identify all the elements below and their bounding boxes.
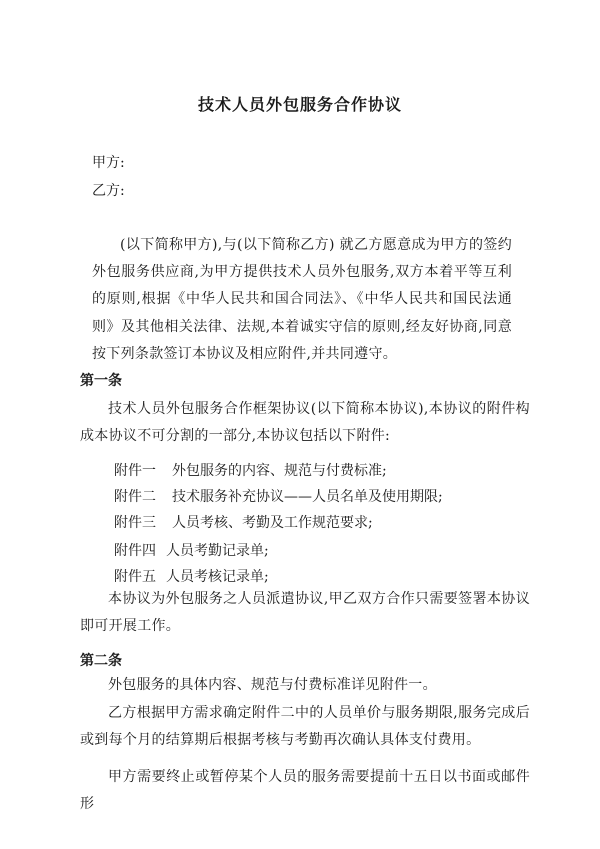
article-1-paragraph-1: 技术人员外包服务合作框架协议(以下简称本协议),本协议的附件构成本协议不可分割的一部分,本协议包括以下附件:: [80, 401, 530, 445]
article-1-heading: 第一条: [80, 373, 122, 389]
annex-text: 人员考勤记录单;: [166, 543, 269, 559]
annex-item: [114, 540, 269, 560]
annex-item: [114, 512, 373, 532]
intro-paragraph: (以下简称甲方),与(以下简称乙方) 就乙方愿意成为甲方的签约外包服务供应商,为甲方提供技术人员外包服务,双方本着平等互利的原则,根据《中华人民共和国合同法》、《中华人民共和国民法通则》及其他相关法律、法规,本着诚实守信的原则,经友好协商,同意按下列条款签订本协议及相应附件,并共同遵守。: [92, 237, 512, 362]
article-2-heading: 第二条: [80, 653, 122, 669]
article-1-paragraph-2: 本协议为外包服务之人员派遣协议,甲乙双方合作只需要签署本协议即可开展工作。: [80, 591, 530, 635]
annex-text: 人员考核、考勤及工作规范要求;: [172, 515, 373, 531]
annex-label: 附件二: [114, 489, 156, 505]
party-a-label: 甲方:: [92, 155, 125, 171]
annex-label: 附件三: [114, 515, 156, 531]
article-2-paragraph-3: 甲方需要终止或暂停某个人员的服务需要提前十五日以书面或邮件形: [80, 769, 530, 813]
annex-label: 附件五: [114, 569, 156, 585]
document-title: 技术人员外包服务合作协议: [197, 95, 402, 114]
annex-item: [114, 486, 443, 506]
annex-text: 外包服务的内容、规范与付费标准;: [172, 463, 387, 479]
annex-item: [114, 566, 269, 586]
annex-label: 附件一: [114, 463, 156, 479]
party-b-label: 乙方:: [92, 183, 125, 199]
annex-text: 人员考核记录单;: [166, 569, 269, 585]
annex-label: 附件四: [114, 543, 156, 559]
article-2-paragraph-2: 乙方根据甲方需求确定附件二中的人员单价与服务期限,服务完成后或到每个月的结算期后根据考核与考勤再次确认具体支付费用。: [80, 705, 530, 749]
annex-text: 技术服务补充协议——人员名单及使用期限;: [172, 489, 443, 505]
article-2-paragraph-1: 外包服务的具体内容、规范与付费标准详见附件一。: [108, 677, 437, 693]
annex-item: [114, 460, 387, 480]
